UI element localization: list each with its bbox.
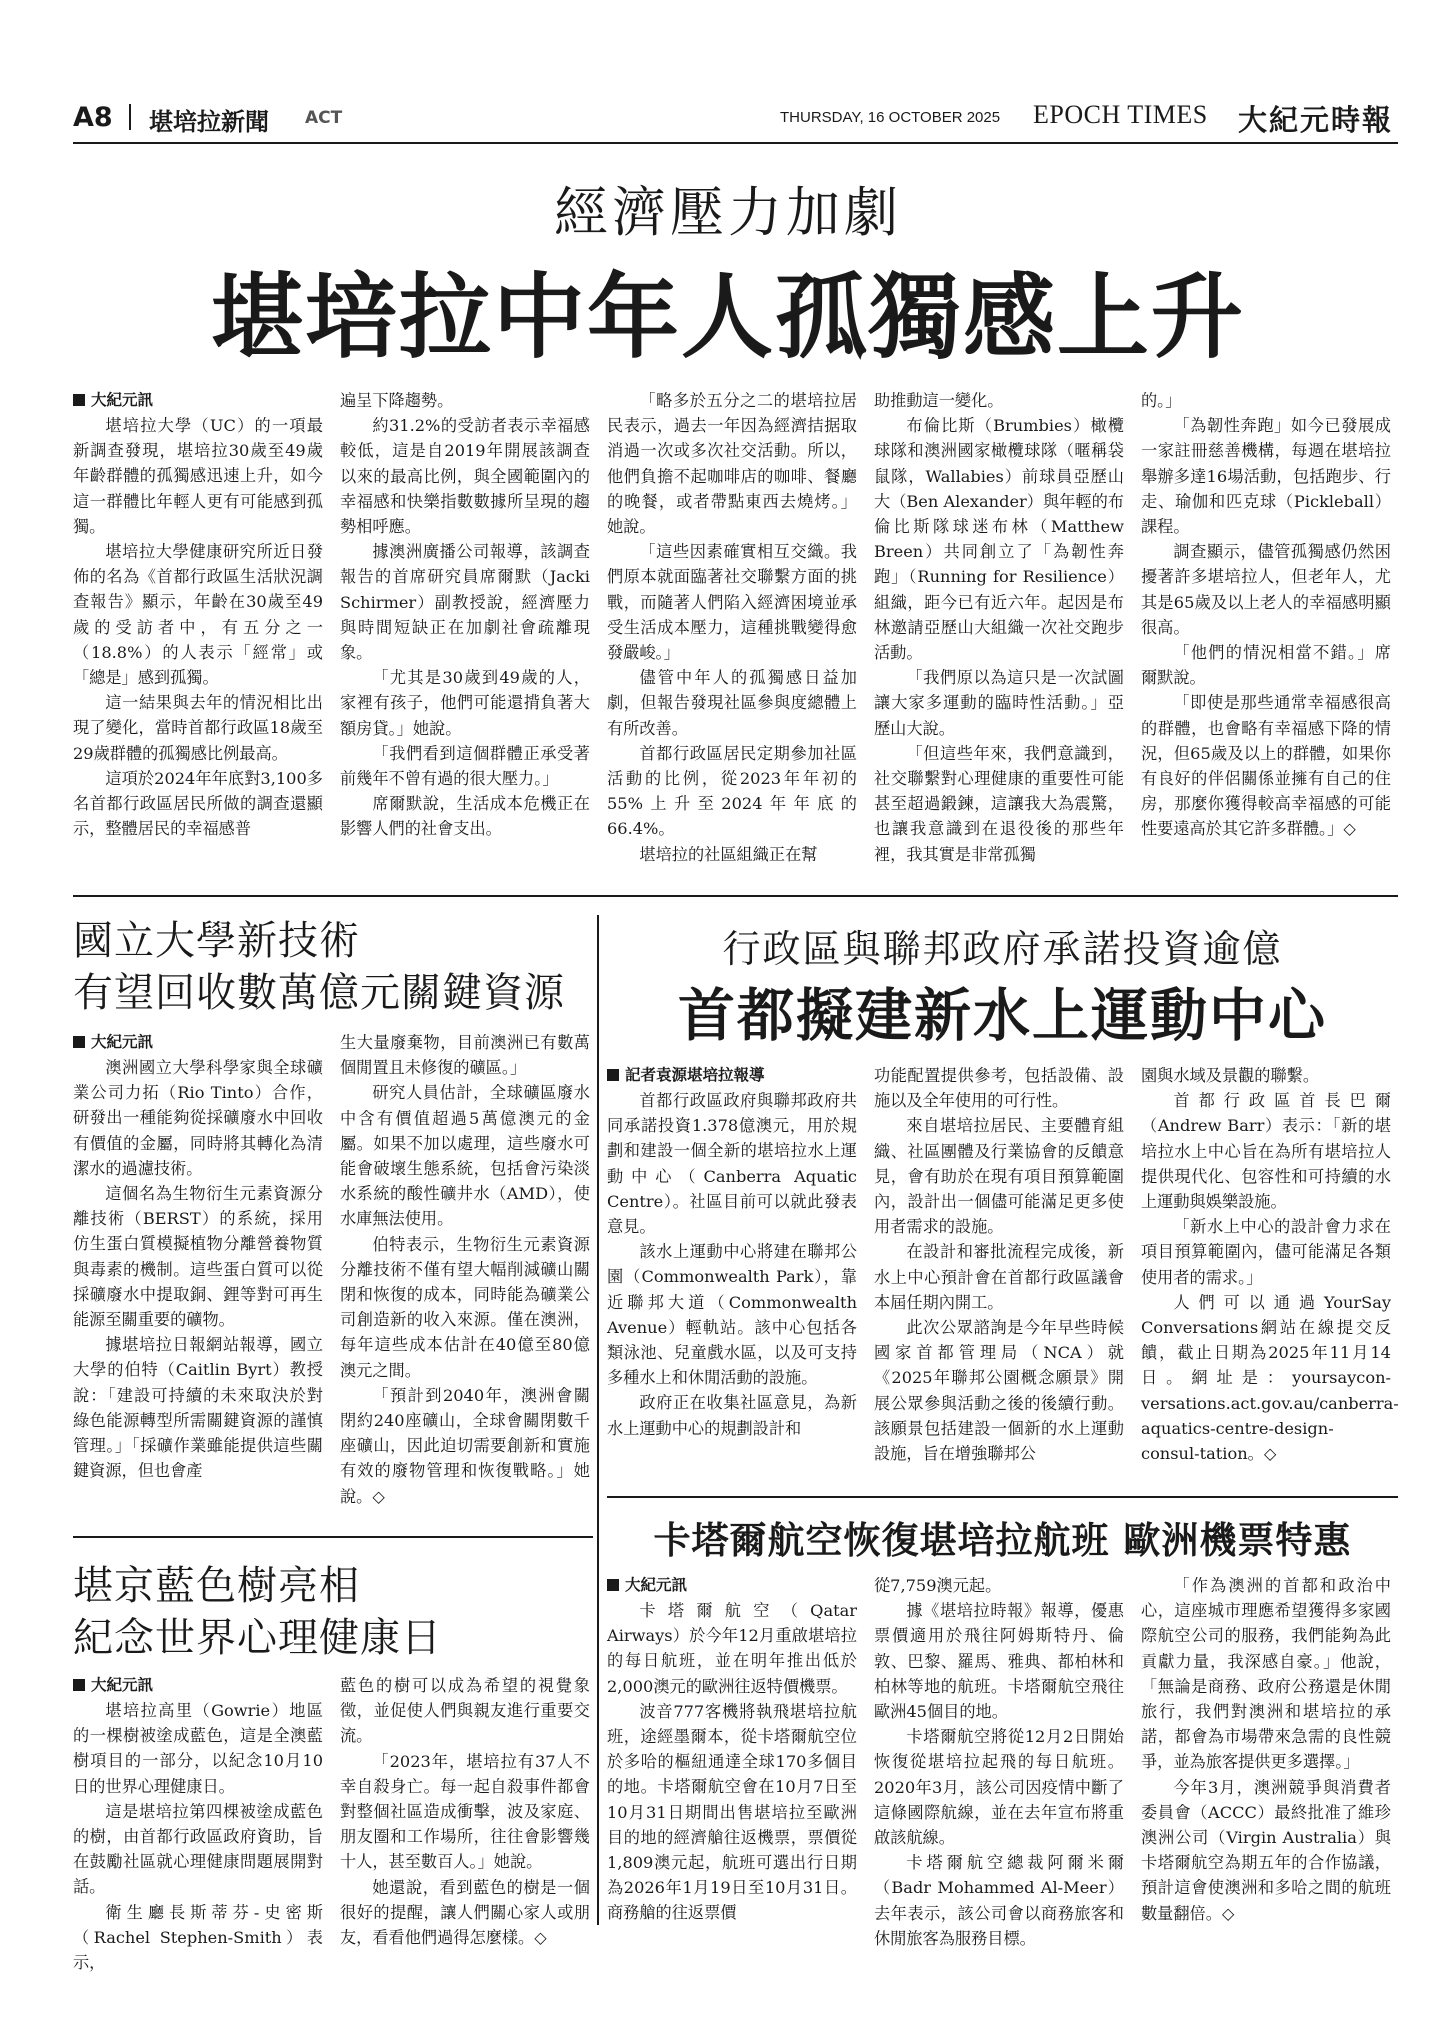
paragraph: 這項於2024年年底對3,100多名首都行政區居民所做的調查還顯示，整體居民的幸福感普: [73, 768, 323, 839]
aquatic-col-3: [1141, 1063, 1399, 1466]
paragraph: 首都行政區政府與聯邦政府共同承諾投資1.378億澳元，用於規劃和建設一個全新的堪培拉水上運動中心（Canberra Aquatic Centre）。社區目前可以就此發表意見。: [607, 1091, 857, 1237]
tree-col-1: [73, 1673, 323, 1975]
aquatic-byline: 記者袁源堪培拉報導: [607, 1063, 857, 1088]
lead-col-5: [1141, 388, 1391, 842]
paragraph: 布倫比斯（Brumbies）橄欖球隊和澳洲國家橄欖球隊（暱稱袋鼠隊，Wallabies）前球員亞歷山大（Ben Alexander）與年輕的布倫比斯隊球迷布林（Matthew Breen）共同創立了「為韌性奔跑」（Running for Resilience）組織，距今已有近六年。起因是布林邀請亞歷山大組織一次社交跑步活動。: [874, 416, 1124, 663]
lead-col-2: [340, 388, 590, 842]
paragraph: 堪培拉大學健康研究所近日發佈的名為《首都行政區生活狀況調查報告》顯示，年齡在30歲至49歲的受訪者中，有五分之一（18.8%）的人表示「經常」或「總是」感到孤獨。: [73, 542, 323, 688]
column-divider: [597, 915, 599, 1925]
paragraph: 儘管中年人的孤獨感日益加劇，但報告發現社區參與度總體上有所改善。: [607, 668, 857, 738]
paragraph: 她還說，看到藍色的樹是一個很好的提醒，讓人們關心家人或朋友，看看他們過得怎麼樣。◇: [340, 1877, 590, 1948]
paragraph: 「2023年，堪培拉有37人不幸自殺身亡。每一起自殺事件都會對整個社區造成衝擊，波及家庭、朋友圈和工作場所，往往會影響幾十人，甚至數百人。」她說。: [340, 1751, 590, 1872]
paragraph: 「為韌性奔跑」如今已發展成一家註冊慈善機構，每週在堪培拉舉辦多達16場活動，包括跑步、行走、瑜伽和匹克球（Pickleball）課程。: [1141, 416, 1391, 537]
paragraph: 卡塔爾航空（Qatar Airways）於今年12月重啟堪培拉的每日航班，並在明年推出低於2,000澳元的歐洲往返特價機票。: [607, 1601, 857, 1696]
paragraph: 「新水上中心的設計會力求在項目預算範圍內，儘可能滿足各類使用者的需求。」: [1141, 1217, 1391, 1287]
tree-headline: [73, 1560, 593, 1664]
section-name: 堪培拉新聞: [149, 108, 269, 136]
section-code: ACT: [305, 108, 343, 128]
paragraph: 生大量廢棄物，目前澳洲已有數萬個閒置且未修復的礦區。」: [340, 1033, 590, 1078]
paragraph: 席爾默說，生活成本危機正在影響人們的社會支出。: [340, 794, 590, 839]
paragraph: 政府正在收集社區意見，為新水上運動中心的規劃設計和: [607, 1393, 857, 1438]
paragraph: 「我們原以為這只是一次試圖讓大家多運動的臨時性活動。」亞歷山大說。: [874, 668, 1124, 738]
paragraph: 約31.2%的受訪者表示幸福感較低，這是自2019年開展該調查以來的最高比例，與全國範圍內的幸福感和快樂指數數據所呈現的趨勢相呼應。: [340, 416, 590, 537]
anu-col-1: [73, 1030, 323, 1483]
anu-col-2: [340, 1030, 590, 1509]
paragraph: 「尤其是30歲到49歲的人，家裡有孩子，他們可能還揹負著大額房貸。」她說。: [340, 668, 590, 738]
lead-byline: 大紀元訊: [73, 388, 323, 413]
aquatic-kicker: 行政區與聯邦政府承諾投資逾億: [722, 927, 1283, 971]
aquatic-col-2: [874, 1063, 1124, 1466]
paragraph: 首都行政區居民定期參加社區活動的比例，從2023年年初的55%上升至2024年年底的66.4%。: [607, 743, 857, 839]
section-divider: [73, 1536, 593, 1538]
byline-square-icon: [73, 394, 85, 406]
qatar-byline: 大紀元訊: [607, 1573, 857, 1598]
paragraph: 「預計到2040年，澳洲會關閉約240座礦山，全球會關閉數千座礦山，因此迫切需要創新和實施有效的廢物管理和恢復戰略。」她說。◇: [340, 1385, 590, 1506]
paragraph: 波音777客機將執飛堪培拉航班，途經墨爾本，從卡塔爾航空位於多哈的樞紐通達全球170多個目的地。卡塔爾航空會在10月7日至10月31日期間出售堪培拉至歐洲目的地的經濟艙往返機票，票價從1,809澳元起，航班可選出行日期為2026年1月19日至10月31日。商務艙的往返票價: [607, 1701, 857, 1923]
paragraph: 助推動這一變化。: [874, 391, 1004, 410]
qatar-col-1: [607, 1573, 857, 1926]
anu-headline: [73, 915, 593, 1019]
section-divider: [73, 895, 1398, 897]
paragraph: 據堪培拉日報網站報導，國立大學的伯特（Caitlin Byrt）教授說：「建設可持續的未來取決於對綠色能源轉型所需關鍵資源的謹慎管理。」「採礦作業雖能提供這些關鍵資源，但也會產: [73, 1335, 323, 1481]
paragraph: 據《堪培拉時報》報導，優惠票價適用於飛往阿姆斯特丹、倫敦、巴黎、羅馬、雅典、都柏林和柏林等地的航班。卡塔爾航空飛往歐洲45個目的地。: [874, 1601, 1124, 1722]
paragraph: 這個名為生物衍生元素資源分離技術（BERST）的系統，採用仿生蛋白質模擬植物分離營養物質與毒素的機制。這些蛋白質可以從採礦廢水中提取銅、鋰等對可再生能源至關重要的礦物。: [73, 1184, 323, 1330]
paragraph: 人們可以通過YourSay Conversations網站在線提交反饋，截止日期為2025年11月14日。網址是：yoursaycon-versations.act.gov.au/canberra-aquatics-centre-design-consul-tation。◇: [1141, 1292, 1399, 1464]
byline-square-icon: [607, 1069, 619, 1081]
paragraph: 此次公眾諮詢是今年早些時候國家首都管理局（NCA）就《2025年聯邦公園概念願景》開展公眾參與活動之後的後續行動。該願景包括建設一個新的水上運動設施，旨在增強聯邦公: [874, 1318, 1124, 1464]
paragraph: 「但這些年來，我們意識到，社交聯繫對心理健康的重要性可能甚至超過鍛鍊，這讓我大為震驚，也讓我意識到在退役後的那些年裡，我其實是非常孤獨: [874, 743, 1124, 864]
paragraph: 首都行政區首長巴爾（Andrew Barr）表示：「新的堪培拉水上中心旨在為所有堪培拉人提供現代化、包容性和可持續的水上運動與娛樂設施。: [1141, 1091, 1391, 1212]
lead-title: 堪培拉中年人孤獨感上升: [210, 264, 1245, 371]
lead-col-1: [73, 388, 323, 841]
aquatic-title: 首都擬建新水上運動中心: [678, 983, 1327, 1049]
paragraph: 的。」: [1141, 391, 1182, 410]
lead-col-4: [874, 388, 1124, 867]
page-number: A8: [73, 102, 113, 133]
qatar-col-3: [1141, 1573, 1391, 1926]
paragraph: 堪培拉高里（Gowrie）地區的一棵樹被塗成藍色，這是全澳藍樹項目的一部分，以紀念10月10日的世界心理健康日。: [73, 1701, 323, 1796]
paragraph: 這一結果與去年的情況相比出現了變化，當時首都行政區18歲至29歲群體的孤獨感比例最高。: [73, 693, 323, 763]
paper-name-en: EPOCH TIMES: [1033, 100, 1208, 129]
masthead-divider: [129, 104, 131, 130]
paragraph: 「我們看到這個群體正承受著前幾年不曾有過的很大壓力。」: [340, 743, 590, 789]
lead-kicker: 經濟壓力加劇: [554, 181, 902, 244]
anu-title-line-2: 有望回收數萬億元關鍵資源: [73, 970, 565, 1016]
lead-col-3: [607, 388, 857, 867]
anu-title-line-1: 國立大學新技術: [73, 918, 360, 964]
paragraph: 功能配置提供參考，包括設備、設施以及全年使用的可行性。: [874, 1066, 1124, 1111]
qatar-title: 卡塔爾航空恢復堪培拉航班 歐洲機票特惠: [653, 1519, 1352, 1562]
byline-square-icon: [607, 1579, 619, 1591]
paragraph: 卡塔爾航空將從12月2日開始恢復從堪培拉起飛的每日航班。2020年3月，該公司因疫情中斷了這條國際航線，並在去年宣布將重啟該航線。: [874, 1727, 1124, 1848]
anu-byline: 大紀元訊: [73, 1030, 323, 1055]
paragraph: 研究人員估計，全球礦區廢水中含有價值超過5萬億澳元的金屬。如果不加以處理，這些廢水可能會破壞生態系統，包括會污染淡水系統的酸性礦井水（AMD），使水庫無法使用。: [340, 1083, 590, 1229]
paragraph: 堪培拉大學（UC）的一項最新調查發現，堪培拉30歲至49歲年齡群體的孤獨感迅速上升，如今這一群體比年輕人更有可能感到孤獨。: [73, 416, 323, 536]
paragraph: 「作為澳洲的首都和政治中心，這座城市理應希望獲得多家國際航空公司的服務，我們能夠為此貢獻力量，我深感自豪。」他說，「無論是商務、政府公務還是休閒旅行，我們對澳洲和堪培拉的承諾，都會為市場帶來急需的良性競爭，並為旅客提供更多選擇。」: [1141, 1576, 1391, 1772]
paragraph: 「即使是那些通常幸福感很高的群體，也會略有幸福感下降的情況，但65歲及以上的群體，如果你有良好的伴侶關係並擁有自己的住房，那麼你獲得較高幸福感的可能性要遠高於其它許多群體。」◇: [1141, 693, 1391, 839]
paragraph: 該水上運動中心將建在聯邦公園（Commonwealth Park），靠近聯邦大道（Commonwealth Avenue）輕軌站。該中心包括各類泳池、兒童戲水區，以及可支持多種水上和休閒活動的設施。: [607, 1242, 857, 1388]
masthead: [73, 98, 1398, 144]
tree-title-line-2: 紀念世界心理健康日: [73, 1615, 442, 1661]
paragraph: 今年3月，澳洲競爭與消費者委員會（ACCC）最終批准了維珍澳洲公司（Virgin Australia）與卡塔爾航空為期五年的合作協議，預計這會使澳洲和多哈之間的航班數量翻倍。◇: [1141, 1777, 1391, 1923]
paragraph: 這是堪培拉第四棵被塗成藍色的樹，由首都行政區政府資助，旨在鼓勵社區就心理健康問題展開對話。: [73, 1801, 323, 1897]
tree-byline: 大紀元訊: [73, 1673, 323, 1698]
paragraph: 藍色的樹可以成為希望的視覺象徵，並促使人們與親友進行重要交流。: [340, 1676, 590, 1746]
paper-name-zh: 大紀元時報: [1238, 103, 1394, 137]
paragraph: 「這些因素確實相互交織。我們原本就面臨著社交聯繫方面的挑戰，而隨著人們陷入經濟困境並承受生活成本壓力，這種挑戰變得愈發嚴峻。」: [607, 542, 857, 663]
byline-square-icon: [73, 1679, 85, 1691]
paragraph: 卡塔爾航空總裁阿爾米爾（Badr Mohammed Al-Meer）去年表示，該公司會以商務旅客和休閒旅客為服務目標。: [874, 1853, 1124, 1948]
paragraph: 「他們的情況相當不錯。」席爾默說。: [1141, 643, 1391, 688]
paragraph: 來自堪培拉居民、主要體育組織、社區團體及行業協會的反饋意見，會有助於在現有項目預算範圍內，設計出一個儘可能滿足更多使用者需求的設施。: [874, 1116, 1124, 1237]
byline-square-icon: [73, 1036, 85, 1048]
paragraph: 澳洲國立大學科學家與全球礦業公司力拓（Rio Tinto）合作，研發出一種能夠從採礦廢水中回收有價值的金屬，同時將其轉化為清潔水的過濾技術。: [73, 1058, 323, 1178]
paragraph: 伯特表示，生物衍生元素資源分離技術不僅有望大幅削減礦山關閉和恢復的成本，同時能為礦業公司創造新的收入來源。僅在澳洲，每年這些成本估計在40億至80億澳元之間。: [340, 1234, 590, 1380]
issue-date: THURSDAY, 16 OCTOBER 2025: [780, 109, 1001, 126]
qatar-col-2: [874, 1573, 1124, 1951]
paragraph: 據澳洲廣播公司報導，該調查報告的首席研究員席爾默（Jacki Schirmer）副教授說，經濟壓力與時間短缺正在加劇社會疏離現象。: [340, 542, 590, 663]
paragraph: 園與水域及景觀的聯繫。: [1141, 1066, 1320, 1085]
tree-title-line-1: 堪京藍色樹亮相: [73, 1563, 360, 1609]
paragraph: 調查顯示，儘管孤獨感仍然困擾著許多堪培拉人，但老年人，尤其是65歲及以上老人的幸福感明顯很高。: [1141, 542, 1391, 637]
paragraph: 在設計和審批流程完成後，新水上中心預計會在首都行政區議會本屆任期內開工。: [874, 1242, 1124, 1312]
paragraph: 遍呈下降趨勢。: [340, 391, 454, 410]
paragraph: 從7,759澳元起。: [874, 1576, 1002, 1595]
paragraph: 衛生廳長斯蒂芬-史密斯（Rachel Stephen-Smith）表示，: [73, 1902, 323, 1973]
aquatic-col-1: [607, 1063, 857, 1441]
paragraph: 「略多於五分之二的堪培拉居民表示，過去一年因為經濟拮据取消過一次或多次社交活動。所以，他們負擔不起咖啡店的咖啡、餐廳的晚餐，或者帶點東西去燒烤。」她說。: [607, 391, 857, 537]
section-divider: [607, 1496, 1398, 1498]
tree-col-2: [340, 1673, 590, 1950]
paragraph: 堪培拉的社區組織正在幫: [639, 844, 818, 864]
